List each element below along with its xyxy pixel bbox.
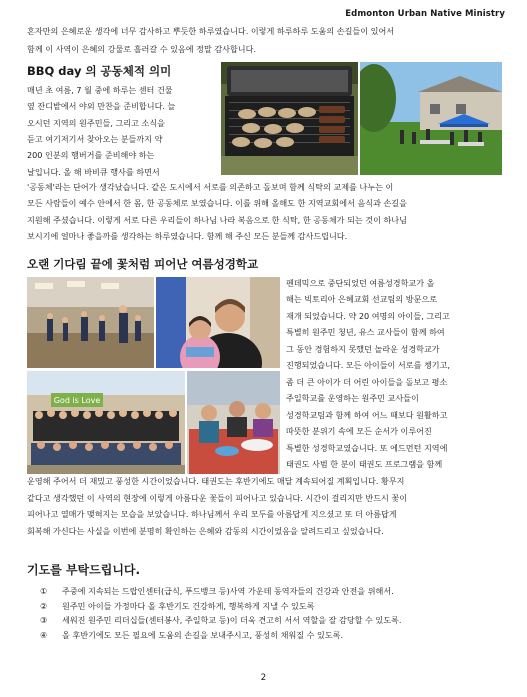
bbq-outdoor-photo [360,62,502,175]
vbs-line-2: 해는 빅토리아 은혜교회 선교팀의 방문으로 [286,294,438,304]
prayer-item [40,584,510,599]
bbq-wide-line-2: 모든 사람들이 예수 안에서 한 몸, 한 공동체로 보였습니다. 이를 위해 올해도 한 지역교회에서 음식과 손길을 [27,198,407,208]
page-number: 2 [260,673,267,683]
prayer-item [40,628,510,643]
bbq-grill-photo [221,62,358,175]
vbs-line-3: 재개 되었습니다. 약 20 여명의 아이들, 그리고 [286,311,450,321]
bbq-line-6: 날입니다. 올 해 바비큐 행사를 하면서 [27,167,160,177]
prayer-item-text: 원주민 아이들 가정마다 올 후반기도 건강하게, 행복하게 지낼 수 있도록 [62,600,315,611]
bbq-section-title: BBQ day 의 공동체적 의미 [27,64,172,78]
bbq-line-3: 오시던 지역의 원주민들, 그리고 소식을 [27,118,165,128]
vbs-game-photo [27,277,154,368]
vbs-line-1: 펜데믹으로 중단되었던 여름성경학교가 올 [286,278,435,288]
prayer-item-text: 세워진 원주민 리더십들(센터봉사, 주일학교 등)이 더욱 견고히 서서 역할을 잘 감당할 수 있도록. [62,615,402,626]
vbs-line-10: 따뜻한 분위기 속에 모든 순서가 이루어진 [286,426,432,436]
prayer-item-text: 주중에 지속되는 드랍인센터(급식, 푸드뱅크 등)사역 가운데 동역자들의 건강과 안전을 위해서. [62,586,394,596]
vbs-wide-line-3: 피어나고 열매가 맺혀지는 모습을 보았습니다. 하나님께서 우리 모두를 아름답게 지으셨고 또 더 아름답게 [27,509,397,519]
prayer-item-number: ④ [40,629,48,640]
bbq-line-5: 200 인분의 햄버거를 준비해야 하는 [27,150,155,160]
bbq-wide-line-4: 보시기에 얼마나 좋을까를 생각하는 하루였습니다. 함께 해 주신 모든 분들께 감사드립니다. [27,231,348,241]
prayer-section-title: 기도를 부탁드립니다. [27,563,141,577]
vbs-line-11: 특별한 성경학교였습니다. 또 에드먼턴 지역에 [286,443,448,453]
intro-line-1: 혼자만의 은혜로운 생각에 너무 감사하고 뿌듯한 하루였습니다. 이렇게 하루하루 도움의 손길들이 있어서 [27,26,395,36]
vbs-line-9: 성경학교팀과 함께 하여 어느 때보다 원활하고 [286,410,448,420]
vbs-banner-text: God is Love [53,396,101,405]
vbs-wide-line-4: 회복해 가신다는 사실을 이번에 분명히 확인하는 은혜와 감동의 시간이었음을 알려드리고 싶었습니다. [27,526,384,536]
bbq-wide-line-3: 지원해 주셨습니다. 이렇게 서로 다른 우리들이 하나님 나라 복음으로 한 식탁, 한 공동체가 되는 것이 하나님 [27,215,407,225]
bbq-line-4: 듣고 여기저기서 찾아오는 분들까지 약 [27,134,163,144]
vbs-wide-line-2: 같다고 생각했던 이 사역의 현장에 이렇게 아름다운 꽃들이 피어나고 있습니다. 시간이 걸리지만 반드시 꽃이 [27,493,408,503]
prayer-item [40,613,510,628]
vbs-section-title: 오랜 기다림 끝에 꽃처럼 피어난 여름성경학교 [27,257,259,271]
vbs-line-7: 좀 더 큰 아이가 더 어린 아이들을 돌보고 평소 [286,377,448,387]
vbs-line-8: 주일학교를 운영하는 원주민 교사들이 [286,393,419,403]
vbs-line-4: 특별히 원주민 청년, 유스 교사들이 함께 하여 [286,327,445,337]
organization-name: Edmonton Urban Native Ministry [345,9,505,19]
prayer-item-number: ③ [40,615,48,626]
prayer-item [40,599,510,614]
vbs-children-photo [156,277,280,368]
vbs-line-5: 그 동안 경험하지 못했던 놀라운 성경학교가 [286,344,440,354]
intro-line-2: 함께 이 사역이 은혜의 강물로 흘러갈 수 있음에 정말 감사합니다. [27,44,257,54]
vbs-craft-photo [187,371,280,474]
prayer-item-number: ② [40,600,48,611]
prayer-item-text: 올 후반기에도 모든 필요에 도움의 손길을 보내주시고, 풍성히 채워질 수 있도록. [62,629,344,640]
vbs-line-6: 진행되었습니다. 모든 아이들이 서로를 챙기고, [286,360,450,370]
vbs-wide-line-1: 운영해 주어서 더 재밌고 풍성한 시간이었습니다. 태권도는 후반기에도 매달 계속되어질 계획입니다. 황무지 [27,476,405,486]
bbq-wide-line-1: '공동체'라는 단어가 생각났습니다. 같은 도시에서 서로를 의존하고 돌보며 함께 식탁의 교제를 나누는 이 [27,182,394,192]
prayer-list [40,584,510,642]
vbs-line-12: 태권도 사범 한 분이 태권도 프로그램을 함께 [286,459,443,469]
bbq-line-1: 매년 초 여름, 7 월 중에 하루는 센터 건물 [27,85,173,95]
bbq-line-2: 옆 잔디밭에서 야외 만찬을 준비합니다. 늘 [27,101,176,111]
prayer-item-number: ① [40,586,48,596]
vbs-group-photo [27,371,185,474]
